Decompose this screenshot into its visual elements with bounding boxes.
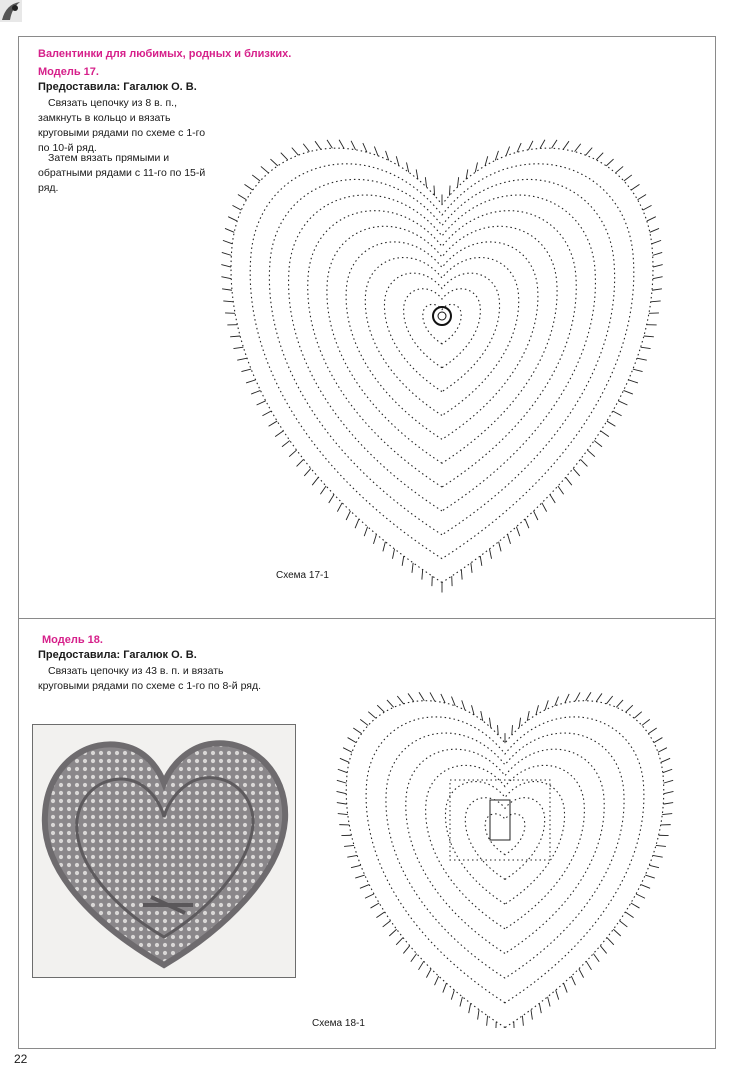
top-rule bbox=[18, 36, 716, 37]
page-number: 22 bbox=[14, 1052, 28, 1066]
model-17-instruction-2: Затем вязать прямыми и обратными рядами с 11-го по 15-й ряд. bbox=[38, 152, 206, 194]
model-17-provided-by: Предоставила: Гагалюк О. В. bbox=[38, 81, 197, 93]
model-18-title: Модель 18. bbox=[42, 634, 103, 646]
corner-ornament-icon bbox=[0, 0, 22, 22]
model-17-title: Модель 17. bbox=[38, 66, 99, 78]
scheme-18-1-label: Схема 18-1 bbox=[312, 1018, 365, 1029]
section-divider bbox=[18, 618, 716, 619]
model-17-instruction-1: Связать цепочку из 8 в. п., замкнуть в кольцо и вязать круговыми рядами по схеме с 1-го по 10-й ряд. bbox=[38, 97, 206, 154]
bottom-rule bbox=[18, 1048, 716, 1049]
scheme-18-1-diagram bbox=[300, 630, 710, 1028]
model-18-provided-by: Предоставила: Гагалюк О. В. bbox=[38, 649, 197, 661]
series-title: Валентинки для любимых, родных и близких. bbox=[38, 48, 292, 60]
finished-lace-heart-photo bbox=[32, 724, 296, 978]
scheme-17-1-label: Схема 17-1 bbox=[276, 570, 329, 581]
scheme-17-1-diagram bbox=[180, 70, 710, 615]
model-18-instruction-1: Связать цепочку из 43 в. п. и вязать круговыми рядами по схеме с 1-го по 8-й ряд. bbox=[38, 665, 262, 692]
